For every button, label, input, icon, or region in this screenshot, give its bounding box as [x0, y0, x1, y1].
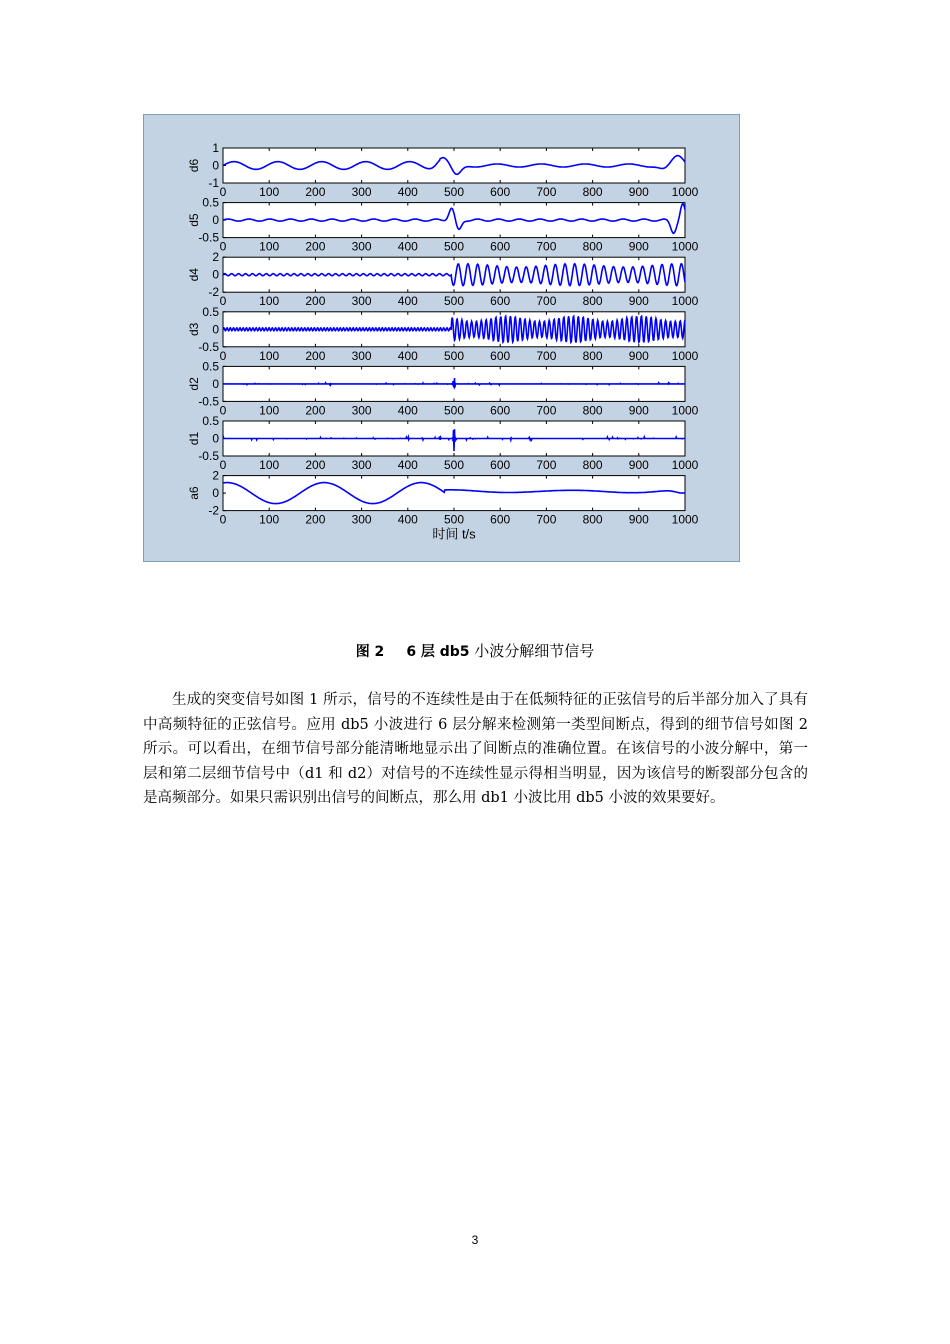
panel-d3-xtick-label: 1000 [671, 348, 699, 363]
panel-d5-xtick-label: 400 [397, 239, 418, 254]
panel-d2-xtick-label: 200 [305, 403, 326, 418]
caption-figure-label: 图 2 [355, 644, 385, 660]
caption-layers: 6 层 [406, 644, 435, 660]
panel-d5-xtick-label: 600 [490, 239, 511, 254]
panel-d5-xtick-label: 200 [305, 239, 326, 254]
caption-wavelet: db5 [439, 644, 470, 660]
panel-a6-ylabel: a6 [187, 486, 201, 500]
panel-d2-xtick-label: 0 [219, 403, 227, 418]
panel-a6-ytick-label: -2 [208, 503, 219, 518]
panel-d5-xtick-label: 0 [219, 239, 227, 254]
panel-d6-xtick-label: 600 [490, 185, 511, 199]
panel-d6-xtick-label: 200 [305, 185, 326, 199]
panel-d5-ytick-label: -0.5 [198, 230, 219, 245]
panel-d5-xtick-label: 100 [259, 239, 280, 254]
panel-a6-axes [223, 476, 685, 511]
panel-d1-ytick-label: 0.5 [202, 414, 219, 428]
panel-d3-xtick-label: 900 [628, 348, 649, 363]
panel-d6-xtick-label: 900 [628, 185, 649, 199]
panel-a6-ytick-label: 0 [212, 486, 219, 501]
panel-d5-xtick-label: 1000 [671, 239, 699, 254]
panel-a6-xtick-label: 300 [351, 512, 372, 527]
panel-d6-ytick-label: -1 [208, 176, 219, 190]
panel-a6-xtick-label: 200 [305, 512, 326, 527]
panel-d1-xtick-label: 400 [397, 458, 418, 472]
panel-d2-ylabel: d2 [187, 377, 201, 391]
panel-d6-xtick-label: 1000 [671, 185, 699, 199]
panel-d6-xtick-label: 0 [219, 185, 227, 199]
panel-d4-ytick-label: 2 [212, 250, 219, 265]
panel-d3-ylabel: d3 [187, 322, 201, 336]
figure-frame [143, 114, 740, 562]
panel-d3-xtick-label: 200 [305, 348, 326, 363]
body-paragraph: 生成的突变信号如图 1 所示，信号的不连续性是由于在低频特征的正弦信号的后半部分加入了具有中高频特征的正弦信号。应用 db5 小波进行 6 层分解来检测第一类型间断点，得到的细节信号如图 2 所示。可以看出，在细节信号部分能清晰地显示出了间断点的准确位置。在该信号的小波分解中，第一层和第二层细节信号中（d1 和 d2）对信号的不连续性显示得相当明显，因为该信号的断裂部分包含的是高频部分。如果只需识别出信号的间断点，那么用 db1 小波比用 db5 小波的效果要好。 [143, 692, 808, 806]
panel-d3-xtick-label: 800 [582, 348, 603, 363]
panel-d5-xtick-label: 900 [628, 239, 649, 254]
panel-d3-xtick-label: 400 [397, 348, 418, 363]
panel-d2-xtick-label: 600 [490, 403, 511, 418]
panel-d3-ytick-label: 0.5 [202, 304, 219, 319]
panel-d4-xtick-label: 800 [582, 294, 603, 309]
panel-d1-xtick-label: 200 [305, 458, 326, 472]
panel-d6-xtick-label: 100 [259, 185, 280, 199]
panel-d4-xtick-label: 0 [219, 294, 227, 309]
panel-d1-ylabel: d1 [187, 431, 201, 446]
panel-d2-xtick-label: 100 [259, 403, 280, 418]
panel-d2-ytick-label: 0.5 [202, 359, 219, 374]
panel-d6-ylabel: d6 [187, 158, 201, 173]
x-axis-label: 时间 t/s [432, 526, 476, 542]
panel-d5-xtick-label: 800 [582, 239, 603, 254]
page-number: 3 [471, 1233, 479, 1247]
panel-d2-xtick-label: 800 [582, 403, 603, 418]
panel-d4-xtick-label: 1000 [671, 294, 699, 309]
panel-a6-xtick-label: 800 [582, 512, 603, 527]
panel-d4-ytick-label: 0 [212, 267, 219, 282]
panel-a6-xtick-label: 900 [628, 512, 649, 527]
panel-d5-xtick-label: 700 [536, 239, 557, 254]
panel-d3-xtick-label: 700 [536, 348, 557, 363]
panel-d1-ytick-label: 0 [212, 431, 219, 446]
panel-a6-xtick-label: 500 [443, 512, 465, 527]
panel-a6-ytick-label: 2 [212, 468, 219, 483]
panel-d1-xtick-label: 600 [490, 458, 511, 472]
panel-d6-xtick-label: 300 [351, 185, 372, 199]
panel-d4-xtick-label: 900 [628, 294, 649, 309]
body-text [143, 688, 808, 811]
panel-d4-xtick-label: 200 [305, 294, 326, 309]
caption-text: 小波分解细节信号 [474, 642, 595, 660]
panel-d4-ytick-label: -2 [208, 285, 219, 300]
panel-a6-xtick-label: 700 [536, 512, 557, 527]
panel-d4-xtick-label: 700 [536, 294, 557, 309]
panel-d2-xtick-label: 700 [536, 403, 557, 418]
panel-d6-ytick-label: 0 [212, 158, 219, 173]
panel-d2-xtick-label: 400 [397, 403, 418, 418]
panel-d2-xtick-label: 300 [351, 403, 372, 418]
panel-d6-xtick-label: 500 [443, 185, 465, 199]
panel-d3-xtick-label: 600 [490, 348, 511, 363]
panel-d1-xtick-label: 100 [259, 458, 280, 472]
panel-d4-xtick-label: 400 [397, 294, 418, 309]
panel-d4-xtick-label: 300 [351, 294, 372, 309]
panel-d5-ytick-label: 0.5 [202, 195, 219, 210]
panel-d1-xtick-label: 700 [536, 458, 557, 472]
panel-d3-xtick-label: 300 [351, 348, 372, 363]
panel-d3-ytick-label: 0 [212, 322, 219, 337]
panel-a6-xtick-label: 600 [490, 512, 511, 527]
panel-d2-xtick-label: 900 [628, 403, 649, 418]
panel-d1-xtick-label: 1000 [671, 458, 699, 472]
panel-d3-ytick-label: -0.5 [198, 339, 219, 354]
panel-d6-ytick-label: 1 [212, 141, 219, 155]
panel-d3-xtick-label: 0 [219, 348, 227, 363]
panel-d4-xtick-label: 600 [490, 294, 511, 309]
panel-d5-ylabel: d5 [187, 213, 201, 227]
panel-d1-xtick-label: 800 [582, 458, 603, 472]
panel-d2-ytick-label: 0 [212, 376, 219, 391]
panel-d1-xtick-label: 900 [628, 458, 649, 472]
panel-d1-xtick-label: 0 [219, 458, 227, 472]
panel-d1-ytick-label: -0.5 [198, 449, 219, 463]
panel-d5-xtick-label: 300 [351, 239, 372, 254]
panel-d1-xtick-label: 300 [351, 458, 372, 472]
panel-d2-xtick-label: 1000 [671, 403, 699, 418]
panel-a6-xtick-label: 100 [259, 512, 280, 527]
panel-d4-ylabel: d4 [187, 268, 201, 282]
panel-a6-xtick-label: 0 [219, 512, 227, 527]
figure-caption [0, 640, 950, 661]
panel-a6-xtick-label: 400 [397, 512, 418, 527]
panel-d3-xtick-label: 100 [259, 348, 280, 363]
panel-d1-xtick-label: 500 [443, 458, 465, 472]
panel-d5-xtick-label: 500 [443, 239, 465, 254]
panel-d4-xtick-label: 500 [443, 294, 465, 309]
panel-d6-xtick-label: 400 [397, 185, 418, 199]
panel-a6-xtick-label: 1000 [671, 512, 699, 527]
panel-d6-xtick-label: 800 [582, 185, 603, 199]
panel-d2-ytick-label: -0.5 [198, 394, 219, 409]
wavelet-decomposition-chart [144, 115, 741, 563]
panel-d3-xtick-label: 500 [443, 348, 465, 363]
panel-d5-ytick-label: 0 [212, 213, 219, 228]
panel-d2-xtick-label: 500 [443, 403, 465, 418]
panel-d4-xtick-label: 100 [259, 294, 280, 309]
panel-d6-xtick-label: 700 [536, 185, 557, 199]
